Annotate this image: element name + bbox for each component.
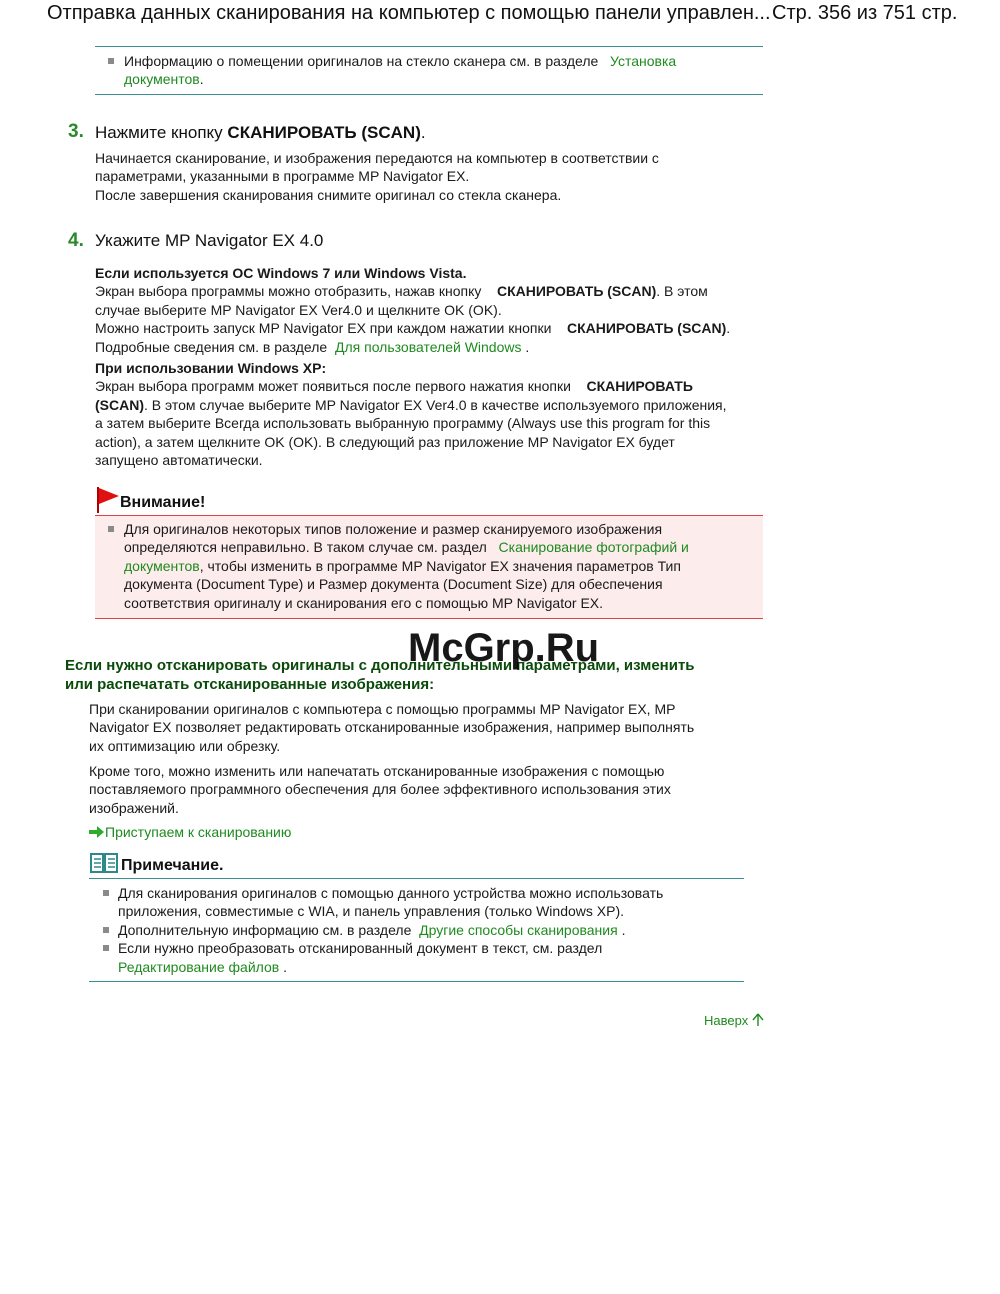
link-start-scanning[interactable]: Приступаем к сканированию (105, 824, 292, 840)
step-3-title (95, 123, 426, 143)
note-rule-top (89, 878, 744, 879)
page-header-title: Отправка данных сканирования на компьютер с помощью панели управлен... (47, 2, 771, 24)
advanced-heading-line1: Если нужно отсканировать оригиналы с дополнительными параметрами, изменить (65, 657, 695, 674)
advanced-para2-line: поставляемого программного обеспечения для более эффективного использования этих (89, 781, 671, 798)
start-scan-link-row[interactable] (89, 823, 291, 843)
note-rule-bottom (89, 981, 744, 982)
caution-title: Внимание! (120, 494, 206, 511)
top-note-text (124, 52, 676, 89)
advanced-para1-line: Navigator EX позволяет редактировать отсканированные изображения, например выполнять (89, 719, 695, 736)
note-b2-post: . (621, 921, 626, 938)
step-3-title-bold: СКАНИРОВАТЬ (SCAN) (227, 123, 421, 142)
step-3-line: После завершения сканирования снимите оригинал со стекла сканера. (95, 186, 562, 203)
note-b1-line1: Для сканирования оригиналов с помощью данного устройства можно использовать (118, 885, 664, 901)
xp-heading: При использовании Windows XP: (95, 360, 327, 377)
top-note-line1: Информацию о помещении оригиналов на стекло сканера см. в разделе (124, 53, 599, 69)
advanced-para2-line: Кроме того, можно изменить или напечатать отсканированные изображения с помощью (89, 763, 665, 779)
win7-line1-pre: Экран выбора программы можно отобразить, нажав кнопку (95, 283, 482, 300)
win7-line1-bold: СКАНИРОВАТЬ (SCAN) (496, 283, 657, 300)
link-document-placement-2[interactable]: документов (124, 71, 200, 88)
note-title: Примечание. (121, 857, 224, 874)
bullet-square-icon (108, 58, 114, 64)
note-b2-pre: Дополнительную информацию см. в разделе (118, 921, 412, 938)
step-4-title: Укажите MP Navigator EX 4.0 (95, 231, 324, 250)
win7-line4-post: . (525, 338, 530, 355)
caution-line1: Для оригиналов некоторых типов положение и размер сканируемого изображения (124, 521, 663, 537)
top-note-dot: . (199, 71, 204, 88)
xp-line2-post: . В этом случае выберите MP Navigator EX Ver4.0 в качестве используемого приложения, (144, 396, 727, 413)
back-to-top[interactable] (704, 1013, 764, 1030)
advanced-para2-line: изображений. (89, 799, 179, 816)
step-3-line: Начинается сканирование, и изображения передаются на компьютер в соответствии с (95, 150, 659, 166)
win7-line3-bold: СКАНИРОВАТЬ (SCAN) (566, 320, 727, 337)
xp-line1-bold: СКАНИРОВАТЬ (586, 378, 693, 395)
note-book-icon (90, 852, 118, 874)
arrow-up-icon (752, 1013, 764, 1030)
page-counter: Стр. 356 из 751 стр. (772, 2, 958, 24)
link-editing-files[interactable]: Редактирование файлов (118, 958, 280, 975)
caution-line4: документа (Document Type) и Размер документа (Document Size) для обеспечения (124, 576, 663, 593)
caution-line3-post: , чтобы изменить в программе MP Navigator EX значения параметров Тип (199, 557, 681, 574)
link-scan-photos[interactable]: Сканирование фотографий и (498, 539, 689, 556)
win7-line2: случае выберите MP Navigator EX Ver4.0 и щелкните OK (OK). (95, 301, 502, 318)
win7-line4-pre: Подробные сведения см. в разделе (95, 338, 328, 355)
note-text (118, 884, 663, 976)
arrow-right-icon (89, 824, 105, 842)
step-3-title-pre: Нажмите кнопку (95, 123, 223, 142)
bullet-square-icon (103, 945, 109, 951)
back-to-top-label[interactable]: Наверх (704, 1013, 749, 1028)
caution-text (124, 520, 689, 612)
win7-line3-pre: Можно настроить запуск MP Navigator EX при каждом нажатии кнопки (95, 320, 552, 337)
note-b3-post: . (283, 958, 287, 975)
step-4-body (95, 264, 730, 469)
xp-line5: запущено автоматически. (95, 452, 263, 469)
win7-line3-post: . (726, 320, 731, 337)
bullet-square-icon (108, 526, 114, 532)
link-windows-users[interactable]: Для пользователей Windows (335, 338, 522, 355)
bullet-square-icon (103, 890, 109, 896)
advanced-heading (65, 656, 695, 694)
caution-line2-pre: определяются неправильно. В таком случае см. раздел (124, 539, 487, 556)
note-b3-line1: Если нужно преобразовать отсканированный документ в текст, см. раздел (118, 940, 603, 957)
top-note-rule-bottom (95, 94, 763, 95)
link-other-scan-methods[interactable]: Другие способы сканирования (419, 921, 618, 938)
step-3-title-post: . (420, 123, 426, 142)
caution-line5: соответствия оригиналу и сканирования его с помощью MP Navigator EX. (124, 594, 604, 611)
xp-line1-pre: Экран выбора программ может появиться после первого нажатия кнопки (95, 378, 571, 395)
advanced-heading-line2: или распечатать отсканированные изображения: (65, 676, 435, 693)
step-3-number: 3. (68, 121, 84, 142)
link-scan-photos-2[interactable]: документов (124, 557, 200, 574)
watermark: McGrp.Ru (408, 626, 600, 670)
advanced-para1 (89, 700, 694, 755)
top-note-rule-top (95, 46, 763, 47)
xp-line2-bold: (SCAN) (95, 396, 144, 413)
advanced-para1-line: их оптимизацию или обрезку. (89, 737, 281, 754)
step-4-number: 4. (68, 230, 84, 251)
xp-line4: action), а затем щелкните OK (OK). В следующий раз приложение MP Navigator EX будет (95, 433, 675, 450)
win7-line1-post: . В этом (656, 283, 708, 300)
xp-line3: а затем выберите Всегда использовать выбранную программу (Always use this program for this (95, 415, 711, 432)
advanced-para1-line: При сканировании оригиналов с компьютера с помощью программы MP Navigator EX, MP (89, 701, 676, 717)
caution-flag-icon (96, 486, 120, 514)
link-document-placement[interactable]: Установка (609, 53, 677, 69)
win7-heading: Если используется ОС Windows 7 или Windows Vista. (95, 265, 467, 281)
step-3-line: параметрами, указанными в программе MP Navigator EX. (95, 168, 470, 185)
step-3-body (95, 149, 659, 204)
advanced-para2 (89, 762, 671, 817)
bullet-square-icon (103, 927, 109, 933)
note-b1-line2: приложения, совместимые с WIA, и панель управления (только Windows XP). (118, 903, 625, 920)
